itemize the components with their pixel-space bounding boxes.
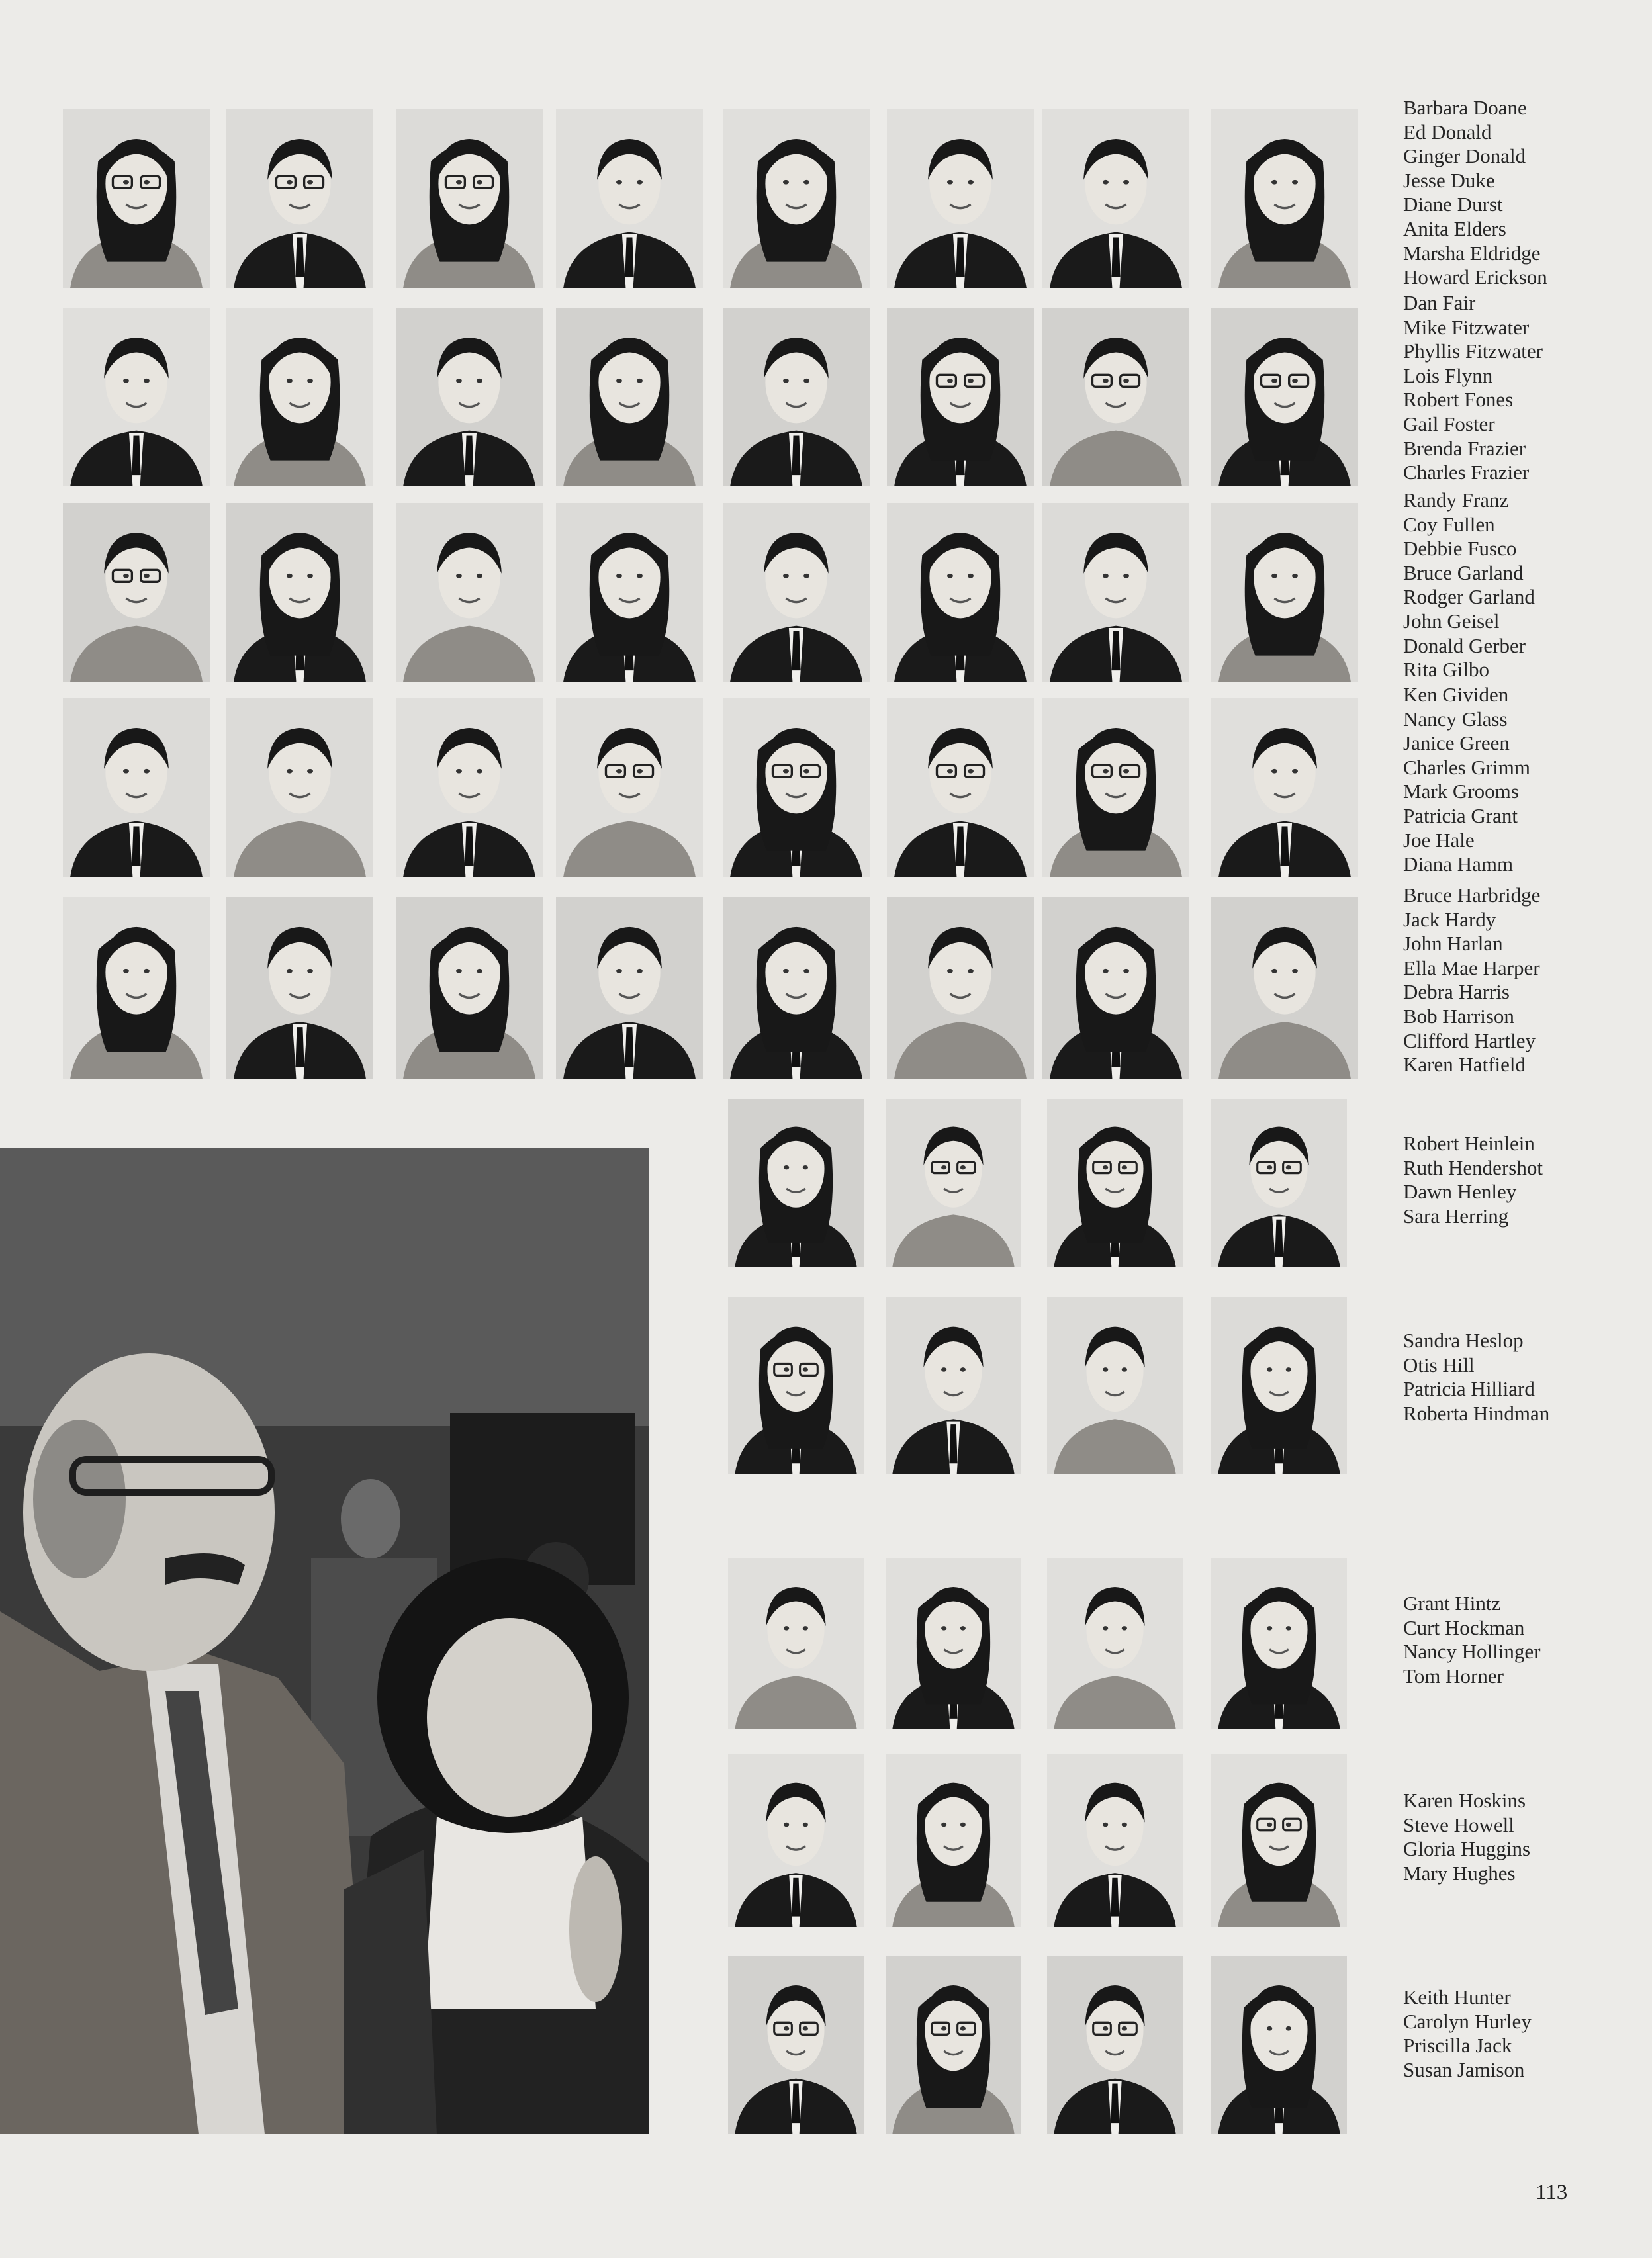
- student-portrait: [886, 1297, 1021, 1474]
- student-portrait: [1042, 109, 1189, 288]
- student-name: Patricia Hilliard: [1403, 1377, 1535, 1401]
- student-name: Jack Hardy: [1403, 907, 1496, 931]
- student-name: Barbara Doane: [1403, 96, 1527, 119]
- student-name: Karen Hoskins: [1403, 1789, 1526, 1812]
- student-portrait: [1211, 1297, 1347, 1474]
- student-portrait: [63, 503, 210, 682]
- student-name: Anita Elders: [1403, 216, 1506, 240]
- student-portrait: [1047, 1754, 1183, 1927]
- student-name: Ed Donald: [1403, 120, 1492, 144]
- student-name: Roberta Hindman: [1403, 1401, 1550, 1425]
- name-list: [1403, 488, 1648, 682]
- student-portrait: [396, 698, 543, 877]
- student-portrait: [396, 109, 543, 288]
- student-name: Tom Horner: [1403, 1664, 1504, 1688]
- candid-photo: [0, 1148, 649, 2134]
- student-portrait: [723, 109, 870, 288]
- student-name: Charles Frazier: [1403, 461, 1530, 484]
- student-name: Jesse Duke: [1403, 168, 1495, 192]
- student-portrait: [886, 1099, 1021, 1267]
- student-name: Janice Green: [1403, 731, 1510, 755]
- student-name: Otis Hill: [1403, 1353, 1475, 1377]
- student-portrait: [723, 308, 870, 486]
- student-name: Ruth Hendershot: [1403, 1155, 1543, 1179]
- student-portrait: [1042, 503, 1189, 682]
- student-portrait: [886, 1956, 1021, 2134]
- student-name: Steve Howell: [1403, 1813, 1514, 1836]
- student-portrait: [1211, 109, 1358, 288]
- student-portrait: [1211, 308, 1358, 486]
- student-name: Grant Hintz: [1403, 1592, 1501, 1615]
- student-name: Sara Herring: [1403, 1204, 1509, 1228]
- student-name: Susan Jamison: [1403, 2057, 1525, 2081]
- student-name: Nancy Glass: [1403, 707, 1508, 731]
- student-portrait: [63, 109, 210, 288]
- student-name: Mary Hughes: [1403, 1861, 1516, 1885]
- student-portrait: [1047, 1956, 1183, 2134]
- student-name: John Geisel: [1403, 609, 1500, 633]
- student-portrait: [1042, 698, 1189, 877]
- name-list: [1403, 291, 1648, 485]
- student-portrait: [226, 109, 373, 288]
- student-portrait: [728, 1754, 864, 1927]
- student-name: Robert Heinlein: [1403, 1132, 1535, 1155]
- student-name: Gloria Huggins: [1403, 1837, 1531, 1861]
- student-portrait: [1211, 1558, 1347, 1729]
- student-name: Coy Fullen: [1403, 512, 1495, 536]
- student-portrait: [1042, 308, 1189, 486]
- student-portrait: [1211, 897, 1358, 1079]
- student-name: Bruce Garland: [1403, 561, 1524, 584]
- student-name: Howard Erickson: [1403, 265, 1547, 289]
- student-name: Gail Foster: [1403, 412, 1495, 435]
- student-portrait: [728, 1558, 864, 1729]
- student-portrait: [1211, 698, 1358, 877]
- student-portrait: [728, 1297, 864, 1474]
- student-name: Marsha Eldridge: [1403, 241, 1541, 265]
- student-name: Diane Durst: [1403, 193, 1503, 216]
- student-name: Ella Mae Harper: [1403, 956, 1540, 979]
- name-list: [1403, 1132, 1648, 1228]
- student-portrait: [1047, 1099, 1183, 1267]
- student-portrait: [723, 503, 870, 682]
- student-portrait: [1211, 1754, 1347, 1927]
- name-list: [1403, 1985, 1648, 2082]
- student-portrait: [226, 897, 373, 1079]
- student-name: Debra Harris: [1403, 980, 1510, 1004]
- student-portrait: [63, 897, 210, 1079]
- name-list: [1403, 96, 1648, 290]
- student-portrait: [886, 1558, 1021, 1729]
- student-name: Phyllis Fitzwater: [1403, 339, 1543, 363]
- student-portrait: [1211, 503, 1358, 682]
- student-portrait: [887, 897, 1034, 1079]
- student-name: Curt Hockman: [1403, 1615, 1525, 1639]
- student-name: Ken Gividen: [1403, 683, 1509, 706]
- student-portrait: [1047, 1297, 1183, 1474]
- student-name: Dan Fair: [1403, 291, 1476, 314]
- student-portrait: [396, 897, 543, 1079]
- student-portrait: [226, 698, 373, 877]
- student-name: Rita Gilbo: [1403, 658, 1490, 682]
- student-portrait: [226, 308, 373, 486]
- name-list: [1403, 1329, 1648, 1425]
- student-name: Donald Gerber: [1403, 633, 1526, 657]
- student-name: Robert Fones: [1403, 388, 1514, 412]
- student-portrait: [63, 698, 210, 877]
- student-portrait: [556, 109, 703, 288]
- student-name: Lois Flynn: [1403, 363, 1493, 387]
- student-portrait: [887, 308, 1034, 486]
- student-name: Charles Grimm: [1403, 755, 1530, 779]
- student-name: Karen Hatfield: [1403, 1053, 1526, 1077]
- name-list: [1403, 883, 1648, 1077]
- student-portrait: [556, 503, 703, 682]
- student-portrait: [556, 897, 703, 1079]
- student-name: Randy Franz: [1403, 488, 1509, 512]
- student-name: Mike Fitzwater: [1403, 315, 1530, 339]
- student-portrait: [1047, 1558, 1183, 1729]
- student-name: Diana Hamm: [1403, 852, 1514, 876]
- student-portrait: [723, 897, 870, 1079]
- student-portrait: [1211, 1099, 1347, 1267]
- student-portrait: [226, 503, 373, 682]
- student-name: Dawn Henley: [1403, 1180, 1517, 1204]
- student-portrait: [556, 698, 703, 877]
- student-portrait: [63, 308, 210, 486]
- student-portrait: [396, 308, 543, 486]
- student-name: Debbie Fusco: [1403, 537, 1517, 561]
- student-name: Ginger Donald: [1403, 144, 1526, 168]
- student-name: Bob Harrison: [1403, 1004, 1514, 1028]
- student-portrait: [396, 503, 543, 682]
- name-list: [1403, 683, 1648, 877]
- student-portrait: [723, 698, 870, 877]
- page-number: 113: [1536, 2181, 1568, 2204]
- student-portrait: [1042, 897, 1189, 1079]
- name-list: [1403, 1592, 1648, 1688]
- student-name: Priscilla Jack: [1403, 2034, 1512, 2057]
- student-name: Nancy Hollinger: [1403, 1640, 1541, 1664]
- student-name: Bruce Harbridge: [1403, 883, 1541, 907]
- student-portrait: [556, 308, 703, 486]
- student-name: John Harlan: [1403, 932, 1503, 956]
- student-name: Joe Hale: [1403, 828, 1475, 852]
- student-name: Keith Hunter: [1403, 1985, 1511, 2009]
- student-name: Mark Grooms: [1403, 780, 1519, 803]
- student-portrait: [886, 1754, 1021, 1927]
- student-name: Patricia Grant: [1403, 803, 1518, 827]
- student-portrait: [887, 698, 1034, 877]
- student-portrait: [887, 503, 1034, 682]
- student-name: Sandra Heslop: [1403, 1329, 1524, 1352]
- student-portrait: [728, 1099, 864, 1267]
- student-portrait: [728, 1956, 864, 2134]
- student-name: Clifford Hartley: [1403, 1028, 1536, 1052]
- name-list: [1403, 1789, 1648, 1885]
- student-portrait: [1211, 1956, 1347, 2134]
- student-name: Rodger Garland: [1403, 585, 1535, 609]
- student-name: Carolyn Hurley: [1403, 2009, 1532, 2033]
- student-portrait: [887, 109, 1034, 288]
- student-name: Brenda Frazier: [1403, 436, 1526, 460]
